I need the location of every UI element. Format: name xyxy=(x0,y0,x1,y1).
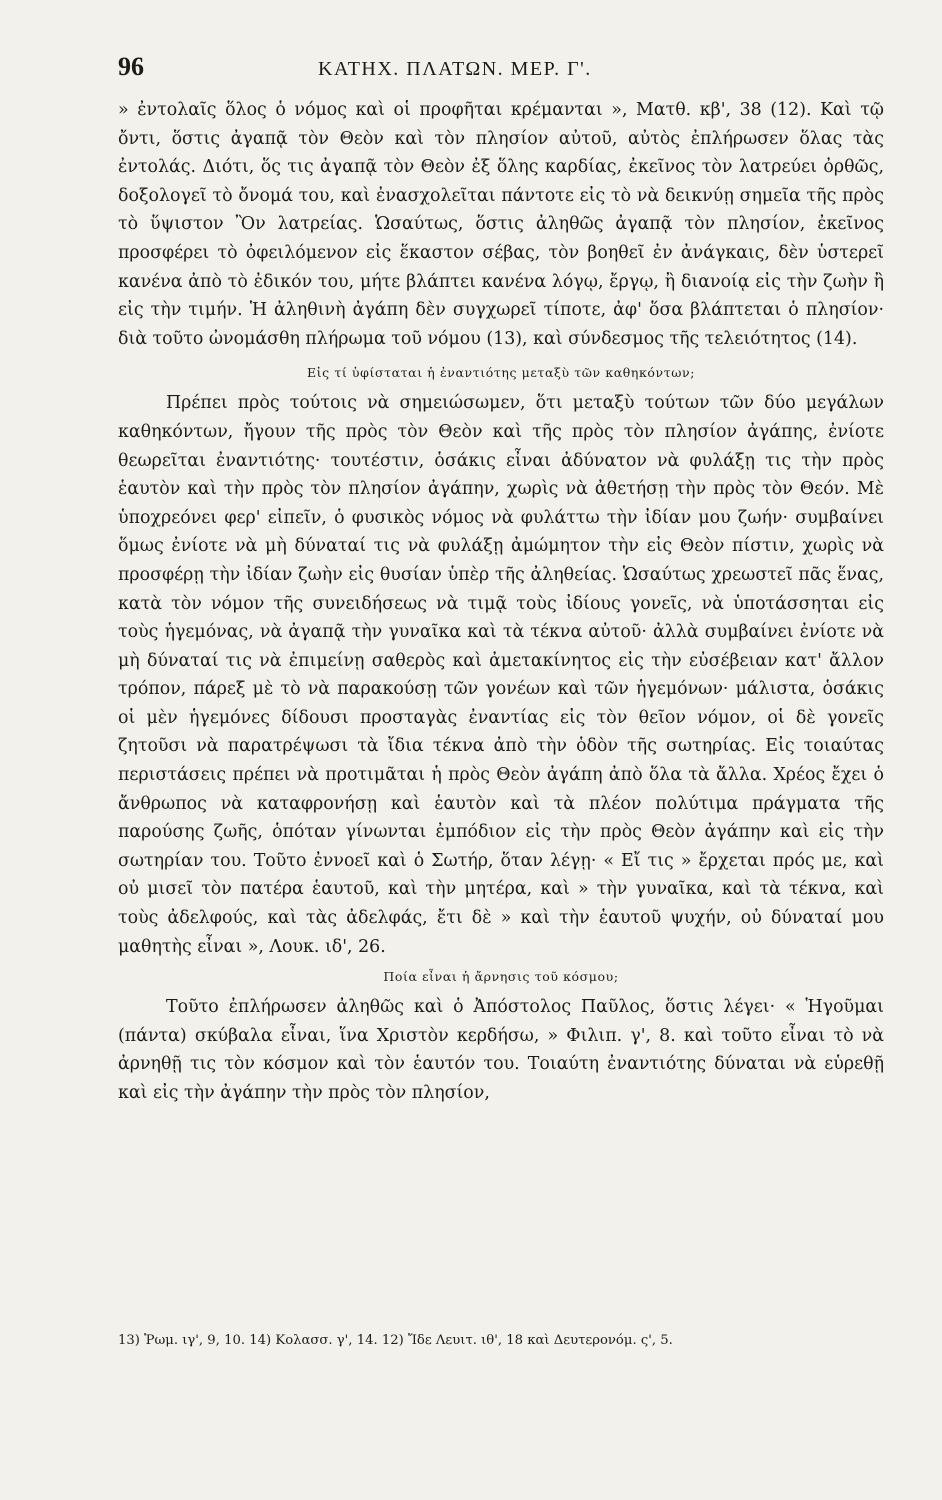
footnotes: 13) Ῥωμ. ιγ', 9, 10. 14) Κολασσ. γ', 14. 12) Ἴδε Λευιτ. ιθ', 18 καὶ Δευτερονόμ. ς', 5. xyxy=(118,1333,673,1348)
page-number: 96 xyxy=(118,52,144,81)
paragraph-2: Πρέπει πρὸς τούτοις νὰ σημειώσωμεν, ὅτι μεταξὺ τούτων τῶν δύο μεγάλων καθηκόντων, ἤγουν τῆς πρὸς τὸν Θεὸν καὶ τῆς πρὸς τὸν πλησίον ἀγάπης, ἐνίοτε θεωρεῖται ἐναντιότης· τουτέστιν, ὁσάκις εἶναι ἀδύνατον νὰ φυλάξῃ τις τὴν πρὸς ἑαυτὸν καὶ τὴν πρὸς τὸν πλησίον ἀγάπην, χωρὶς νὰ ἀθετήσῃ τὴν πρὸς τὸν Θεόν. Μὲ ὑποχρεόνει φερ' εἰπεῖν, ὁ φυσικὸς νόμος νὰ φυλάττω τὴν ἰδίαν μου ζωήν· συμβαίνει ὅμως ἐνίοτε νὰ μὴ δύναταί τις νὰ φυλάξῃ ἀμώμητον τὴν εἰς Θεὸν πίστιν, χωρὶς νὰ προσφέρῃ τὴν ἰδίαν ζωὴν εἰς θυσίαν ὑπὲρ τῆς ἀληθείας. Ὡσαύτως χρεωστεῖ πᾶς ἕνας, κατὰ τὸν νόμον τῆς συνειδήσεως νὰ τιμᾷ τοὺς ἰδίους γονεῖς, νὰ ὑποτάσσηται εἰς τοὺς ἡγεμόνας, νὰ ἀγαπᾷ τὴν γυναῖκα καὶ τὰ τέκνα αὐτοῦ· ἀλλὰ συμβαίνει ἐνίοτε νὰ μὴ δύναταί τις νὰ ἐπιμείνῃ σαθερὸς καὶ ἀμετακίνητος εἰς τὴν εὐσέβειαν κατ' ἄλλον τρόπον, πάρεξ μὲ τὸ νὰ παρακούσῃ τῶν γονέων καὶ τῶν ἡγεμόνων· μάλιστα, ὁσάκις οἱ μὲν ἡγεμόνες δίδουσι προσταγὰς ἐναντίας εἰς τὸν θεῖον νόμον, οἱ δὲ γονεῖς ζητοῦσι νὰ παρατρέψωσι τὰ ἴδια τέκνα ἀπὸ τὴν ὁδὸν τῆς σωτηρίας. Εἰς τοιαύτας περιστάσεις πρέπει νὰ προτιμᾶται ἡ πρὸς Θεὸν ἀγάπη ἀπὸ ὅλα τὰ ἄλλα. Χρέος ἔχει ὁ ἄνθρωπος νὰ καταφρονήσῃ καὶ ἑαυτὸν καὶ τὰ πλέον πολύτιμα πράγματα τῆς παρούσης ζωῆς, ὁπόταν γίνωνται ἐμπόδιον εἰς τὴν πρὸς Θεὸν ἀγάπην καὶ εἰς τὴν σωτηρίαν του. Τοῦτο ἐννοεῖ καὶ ὁ Σωτήρ, ὅταν λέγῃ· « Εἴ τις » ἔρχεται πρός με, καὶ οὐ μισεῖ τὸν πατέρα ἑαυτοῦ, καὶ τὴν μητέρα, καὶ » τὴν γυναῖκα, καὶ τὰ τέκνα, καὶ τοὺς ἀδελφούς, καὶ τὰς ἀδελφάς, ἔτι δὲ » καὶ τὴν ἑαυτοῦ ψυχήν, οὐ δύναταί μου μαθητὴς εἶναι », Λουκ. ιδ', 26. xyxy=(118,393,884,957)
body-text xyxy=(118,96,884,1108)
page-header xyxy=(118,52,884,96)
paragraph-1: » ἐντολαῖς ὅλος ὁ νόμος καὶ οἱ προφῆται κρέμανται », Ματθ. κβ', 38 (12). Καὶ τῷ ὄντι, ὅστις ἀγαπᾷ τὸν Θεὸν καὶ τὸν πλησίον αὐτοῦ, αὐτὸς ἐπλήρωσεν ὅλας τὰς ἐντολάς. Διότι, ὅς τις ἀγαπᾷ τὸν Θεὸν ἐξ ὅλης καρδίας, ἐκεῖνος τὸν λατρεύει ὀρθῶς, δοξολογεῖ τὸ ὄνομά του, καὶ ἐνασχολεῖται πάντοτε εἰς τὸ νὰ δεικνύῃ σημεῖα τῆς πρὸς τὸ ὕψιστον Ὂν λατρείας. Ὡσαύτως, ὅστις ἀληθῶς ἀγαπᾷ τὸν πλησίον, ἐκεῖνος προσφέρει τὸ ὀφειλόμενον εἰς ἕκαστον σέβας, τὸν βοηθεῖ ἐν ἀνάγκαις, δὲν ὑστερεῖ κανένα ἀπὸ τὸ ἐδικόν του, μήτε βλάπτει κανένα λόγῳ, ἔργῳ, ἢ διανοίᾳ εἰς τὴν ζωὴν ἢ εἰς τὴν τιμήν. Ἡ ἀληθινὴ ἀγάπη δὲν συγχωρεῖ τίποτε, ἀφ' ὅσα βλάπτεται ὁ πλησίον· διὰ τοῦτο ὠνομάσθη πλήρωμα τοῦ νόμου (13), καὶ σύνδεσμος τῆς τελειότητος (14). xyxy=(118,100,884,349)
paragraph-3: Τοῦτο ἐπλήρωσεν ἀληθῶς καὶ ὁ Ἀπόστολος Παῦλος, ὅστις λέγει· « Ἡγοῦμαι (πάντα) σκύβαλα εἶναι, ἵνα Χριστὸν κερδήσω, » Φιλιπ. γ', 8. καὶ τοῦτο εἶναι τὸ νὰ ἀρνηθῇ τις τὸν κόσμον καὶ τὸν ἑαυτόν του. Τοιαύτη ἐναντιότης δύναται νὰ εὑρεθῇ καὶ εἰς τὴν ἀγάπην τὴν πρὸς τὸν πλησίον, xyxy=(118,997,884,1103)
running-head: ΚΑΤΗΧ. ΠΛΑΤΩΝ. ΜΕΡ. Γ'. xyxy=(318,58,592,80)
question-heading-1: Εἰς τί ὑφίσταται ἡ ἐναντιότης μεταξὺ τῶν καθηκόντων; xyxy=(306,365,696,381)
question-heading-2: Ποία εἶναι ἡ ἄρνησις τοῦ κόσμου; xyxy=(383,969,619,985)
